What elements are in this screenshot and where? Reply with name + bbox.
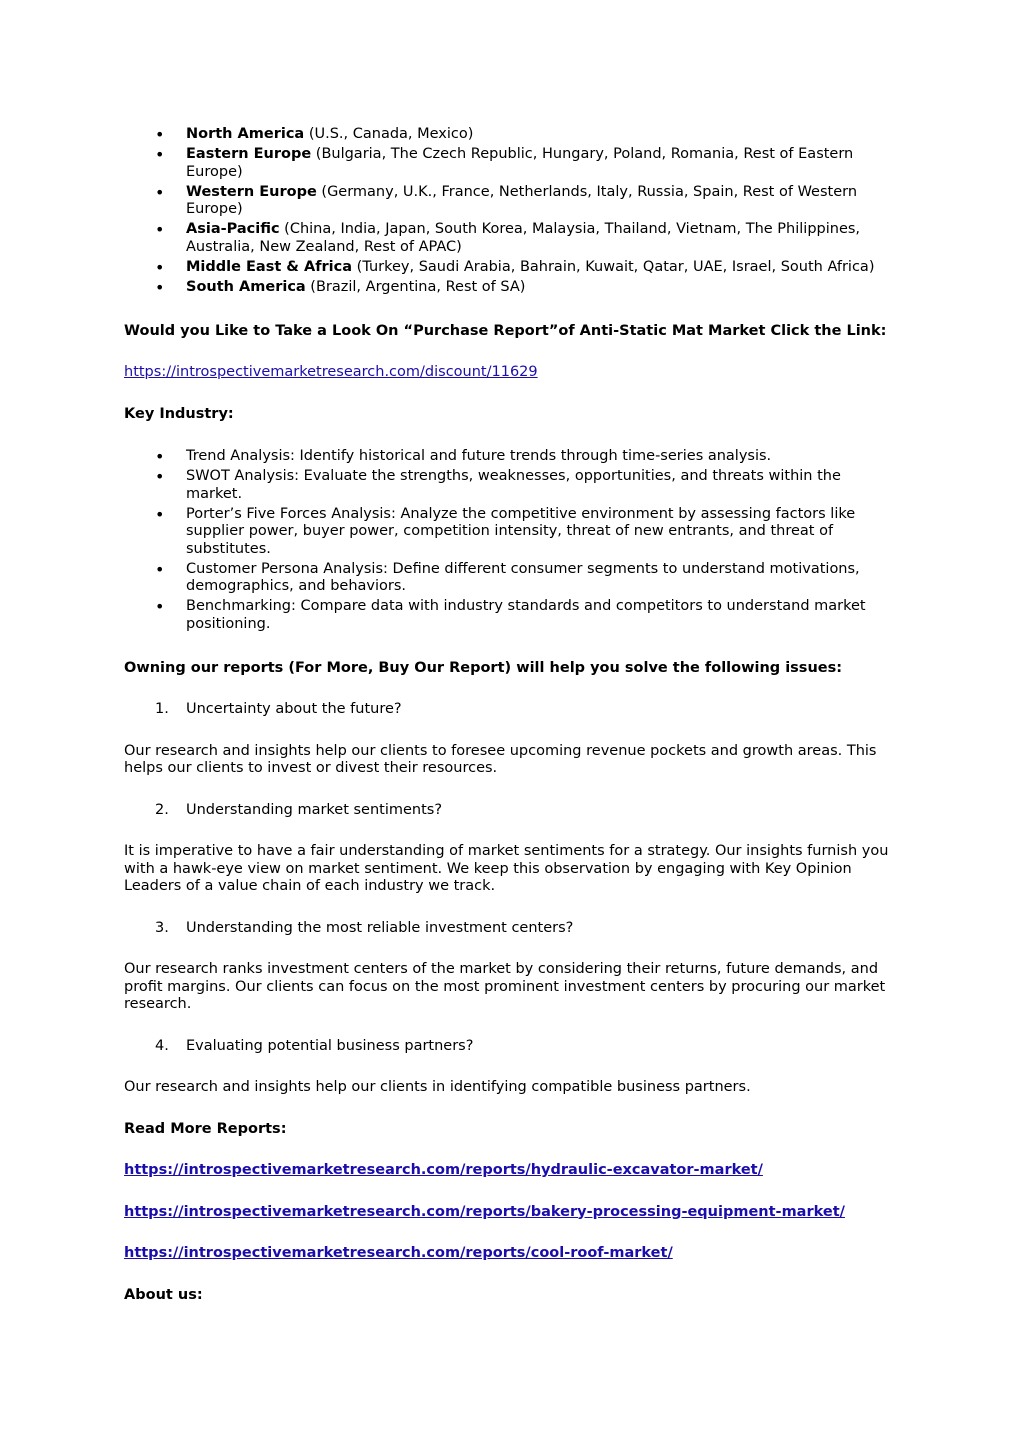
region-name: Western Europe: [186, 183, 317, 200]
region-item: [124, 259, 899, 277]
issue-question-text: Evaluating potential business partners?: [186, 1037, 474, 1054]
issue-question: [124, 1038, 899, 1056]
report-link-hydraulic-excavator[interactable]: https://introspectivemarketresearch.com/reports/hydraulic-excavator-market/: [124, 1162, 763, 1178]
region-detail: (Germany, U.K., France, Netherlands, Italy, Russia, Spain, Rest of Western Europe): [186, 183, 858, 217]
region-detail: (Bulgaria, The Czech Republic, Hungary, Poland, Romania, Rest of Eastern Europe): [186, 146, 854, 180]
report-link-cool-roof[interactable]: https://introspectivemarketresearch.com/reports/cool-roof-market/: [124, 1245, 673, 1261]
issue-question: [124, 802, 899, 820]
issue-answer: Our research and insights help our clients to foresee upcoming revenue pockets and growth areas. This helps our clients to invest or divest their resources.: [124, 742, 877, 776]
region-name: Middle East & Africa: [186, 258, 353, 275]
issue-question-text: Understanding the most reliable investment centers?: [186, 919, 574, 936]
region-detail: (U.S., Canada, Mexico): [304, 126, 474, 142]
issue-number: 4.: [155, 1037, 169, 1054]
region-item: [124, 184, 899, 219]
issue-question: [124, 701, 899, 719]
issue-answer: Our research and insights help our clients in identifying compatible business partners.: [124, 1079, 751, 1095]
region-item: [124, 126, 899, 144]
discount-link[interactable]: https://introspectivemarketresearch.com/discount/11629: [124, 364, 538, 380]
issue-answer: Our research ranks investment centers of the market by considering their returns, future demands, and profit margins. Our clients can focus on the most prominent investment centers by procuring our market research.: [124, 961, 886, 1012]
key-industry-item: • Customer Persona Analysis: Define different consumer segments to understand motivations, demographics, and behaviors.: [124, 561, 899, 596]
region-name: Asia-Pacific: [186, 221, 280, 237]
key-industry-item: • Porter’s Five Forces Analysis: Analyze the competitive environment by assessing factors like supplier power, buyer power, competition intensity, threat of new entrants, and threat of substitutes.: [124, 506, 899, 559]
region-name: South America: [186, 278, 306, 295]
issue-question: [124, 920, 899, 938]
issue-number: 3.: [155, 919, 169, 936]
region-detail: (Brazil, Argentina, Rest of SA): [305, 278, 526, 295]
region-detail: (China, India, Japan, South Korea, Malaysia, Thailand, Vietnam, The Philippines, Australia, New Zealand, Rest of APAC): [186, 221, 861, 255]
region-item: [124, 279, 899, 297]
read-more-heading: Read More Reports:: [124, 1120, 287, 1137]
key-industry-item: • Benchmarking: Compare data with industry standards and competitors to understand market positioning.: [124, 598, 899, 633]
region-list: [124, 126, 899, 296]
region-item: [124, 221, 899, 256]
report-link-bakery-processing[interactable]: https://introspectivemarketresearch.com/reports/bakery-processing-equipment-market/: [124, 1203, 845, 1220]
region-name: North America: [186, 126, 305, 142]
purchase-heading: Would you Like to Take a Look On “Purchase Report”of Anti-Static Mat Market Click the Link:: [124, 322, 887, 339]
region-detail: (Turkey, Saudi Arabia, Bahrain, Kuwait, Qatar, UAE, Israel, South Africa): [352, 258, 875, 275]
region-item: [124, 146, 899, 181]
region-name: Eastern Europe: [186, 146, 312, 162]
issue-answer: It is imperative to have a fair understanding of market sentiments for a strategy. Our insights furnish you with a hawk-eye view on market sentiment. We keep this observation by engaging with Key Opinion Leaders of a value chain of each industry we track.: [124, 843, 889, 894]
issue-question-text: Understanding market sentiments?: [186, 801, 443, 818]
key-industry-item: • Trend Analysis: Identify historical and future trends through time-series analysis.: [124, 448, 899, 466]
issue-number: 2.: [155, 801, 169, 818]
key-industry-item: • SWOT Analysis: Evaluate the strengths, weaknesses, opportunities, and threats within the market.: [124, 468, 899, 503]
issue-number: 1.: [155, 701, 169, 717]
key-industry-list: [124, 448, 899, 633]
issue-question-text: Uncertainty about the future?: [186, 701, 402, 717]
key-industry-heading: Key Industry:: [124, 405, 234, 422]
owning-heading: Owning our reports (For More, Buy Our Report) will help you solve the following issues:: [124, 659, 843, 676]
about-heading: About us:: [124, 1286, 203, 1303]
